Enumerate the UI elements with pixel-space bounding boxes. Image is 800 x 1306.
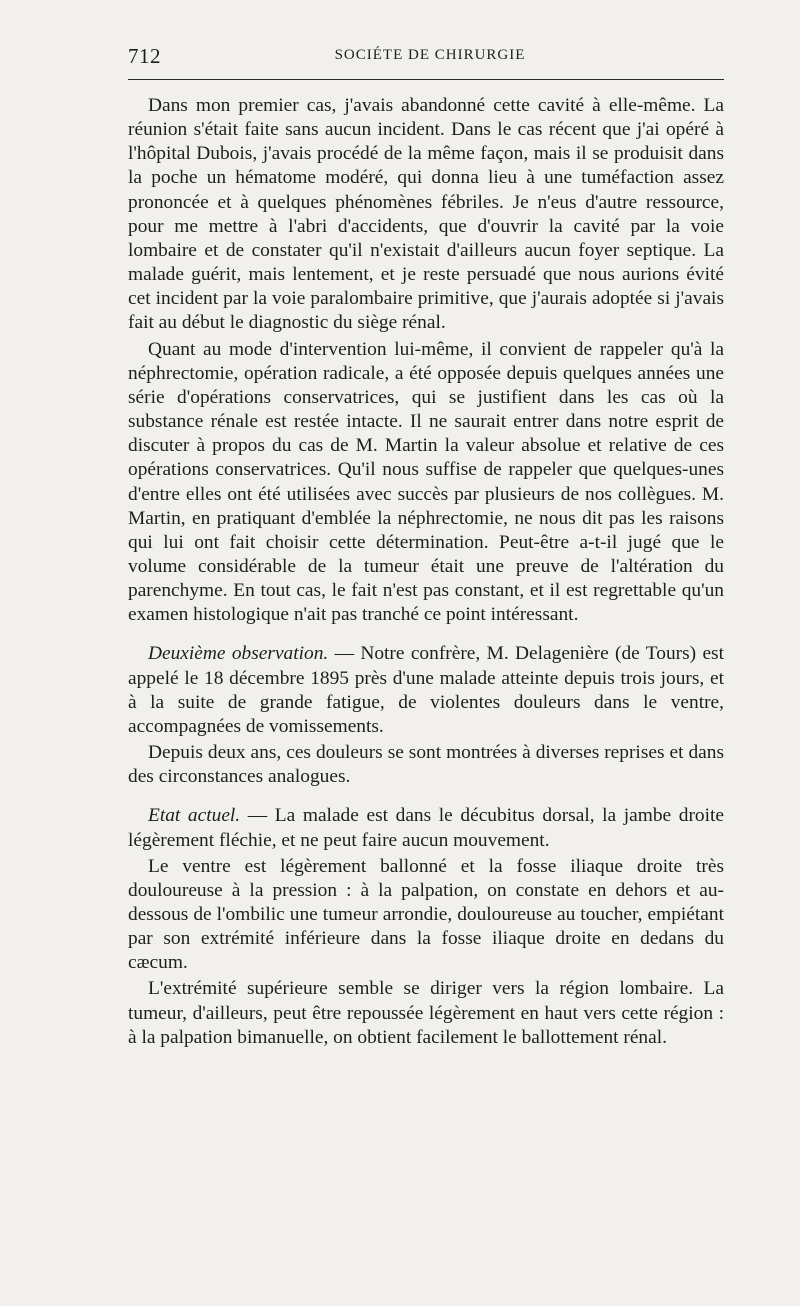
second-observation-heading: Deuxième observation. [148, 643, 329, 665]
paragraph-current-state [128, 804, 724, 852]
running-title: SOCIÉTE DE CHIRURGIE [334, 47, 526, 63]
paragraph-renal-ballottement: L'extrémité supérieure semble se diriger vers la région lombaire. La tumeur, d'ailleurs, peut être repoussée légèrement en haut vers cette région : à la palpation bimanuelle, on obtient facilement le ballottement rénal. [128, 978, 724, 1048]
second-observation-text: — Notre confrère, M. Delagenière (de Tours) est appelé le 18 décembre 1895 près d'une malade atteinte depuis trois jours, et à la suite de grande fatigue, de violentes douleurs dans le ventre, accompagnées de vomissements. [128, 643, 724, 737]
paragraph-history: Depuis deux ans, ces douleurs se sont montrées à diverses reprises et dans des circonstances analogues. [128, 742, 724, 788]
paragraph-abdomen-exam: Le ventre est légèrement ballonné et la fosse iliaque droite très douloureuse à la pression : à la palpation, on constate en dehors et au-dessous de l'ombilic une tumeur arrondie, douloureuse au toucher, empiétant par son extrémité inférieure dans la fosse iliaque droite en dedans du cæcum. [128, 855, 724, 974]
page-number: 712 [128, 44, 161, 68]
paragraph-first-case: Dans mon premier cas, j'avais abandonné cette cavité à elle-même. La réunion s'était faite sans aucun incident. Dans le cas récent que j'ai opéré à l'hôpital Dubois, j'avais procédé de la même façon, mais il se produisit dans la poche un hématome modéré, qui donna lieu à une tuméfaction assez prononcée et à quelques phénomènes fébriles. Je n'eus d'autre ressource, pour me mettre à l'abri d'accidents, que d'ouvrir la cavité par la voie lombaire et de constater qu'il n'existait d'ailleurs aucun foyer septique. La malade guérit, mais lentement, et je reste persuadé que nous aurions évité cet incident par la voie paralombaire primitive, que j'aurais adoptée si j'avais fait au début le diagnostic du siège rénal. [128, 95, 724, 334]
current-state-heading: Etat actuel. [148, 805, 241, 827]
current-state-text: — La malade est dans le décubitus dorsal, la jambe droite légèrement fléchie, et ne peut faire aucun mouvement. [128, 805, 725, 851]
body-text [128, 94, 724, 1050]
paragraph-second-observation [128, 642, 724, 739]
page-header [128, 44, 724, 72]
header-rule [128, 79, 724, 80]
paragraph-intervention-mode: Quant au mode d'intervention lui-même, il convient de rappeler qu'à la néphrectomie, opération radicale, a été opposée depuis quelques années une série d'opérations conservatrices, qui se justifient dans les cas où la substance rénale est restée intacte. Il ne saurait entrer dans notre esprit de discuter à propos du cas de M. Martin la valeur absolue et relative de ces opérations conservatrices. Qu'il nous suffise de rappeler que quelques-unes d'entre elles ont été utilisées avec succès par plusieurs de nos collègues. M. Martin, en pratiquant d'emblée la néphrectomie, ne nous dit pas les raisons qui lui ont fait choisir cette détermination. Peut-être a-t-il jugé que le volume considérable de la tumeur était une preuve de l'altération du parenchyme. En tout cas, le fait n'est pas constant, et il est regrettable qu'un examen histologique n'ait pas tranché ce point intéressant. [128, 338, 724, 626]
